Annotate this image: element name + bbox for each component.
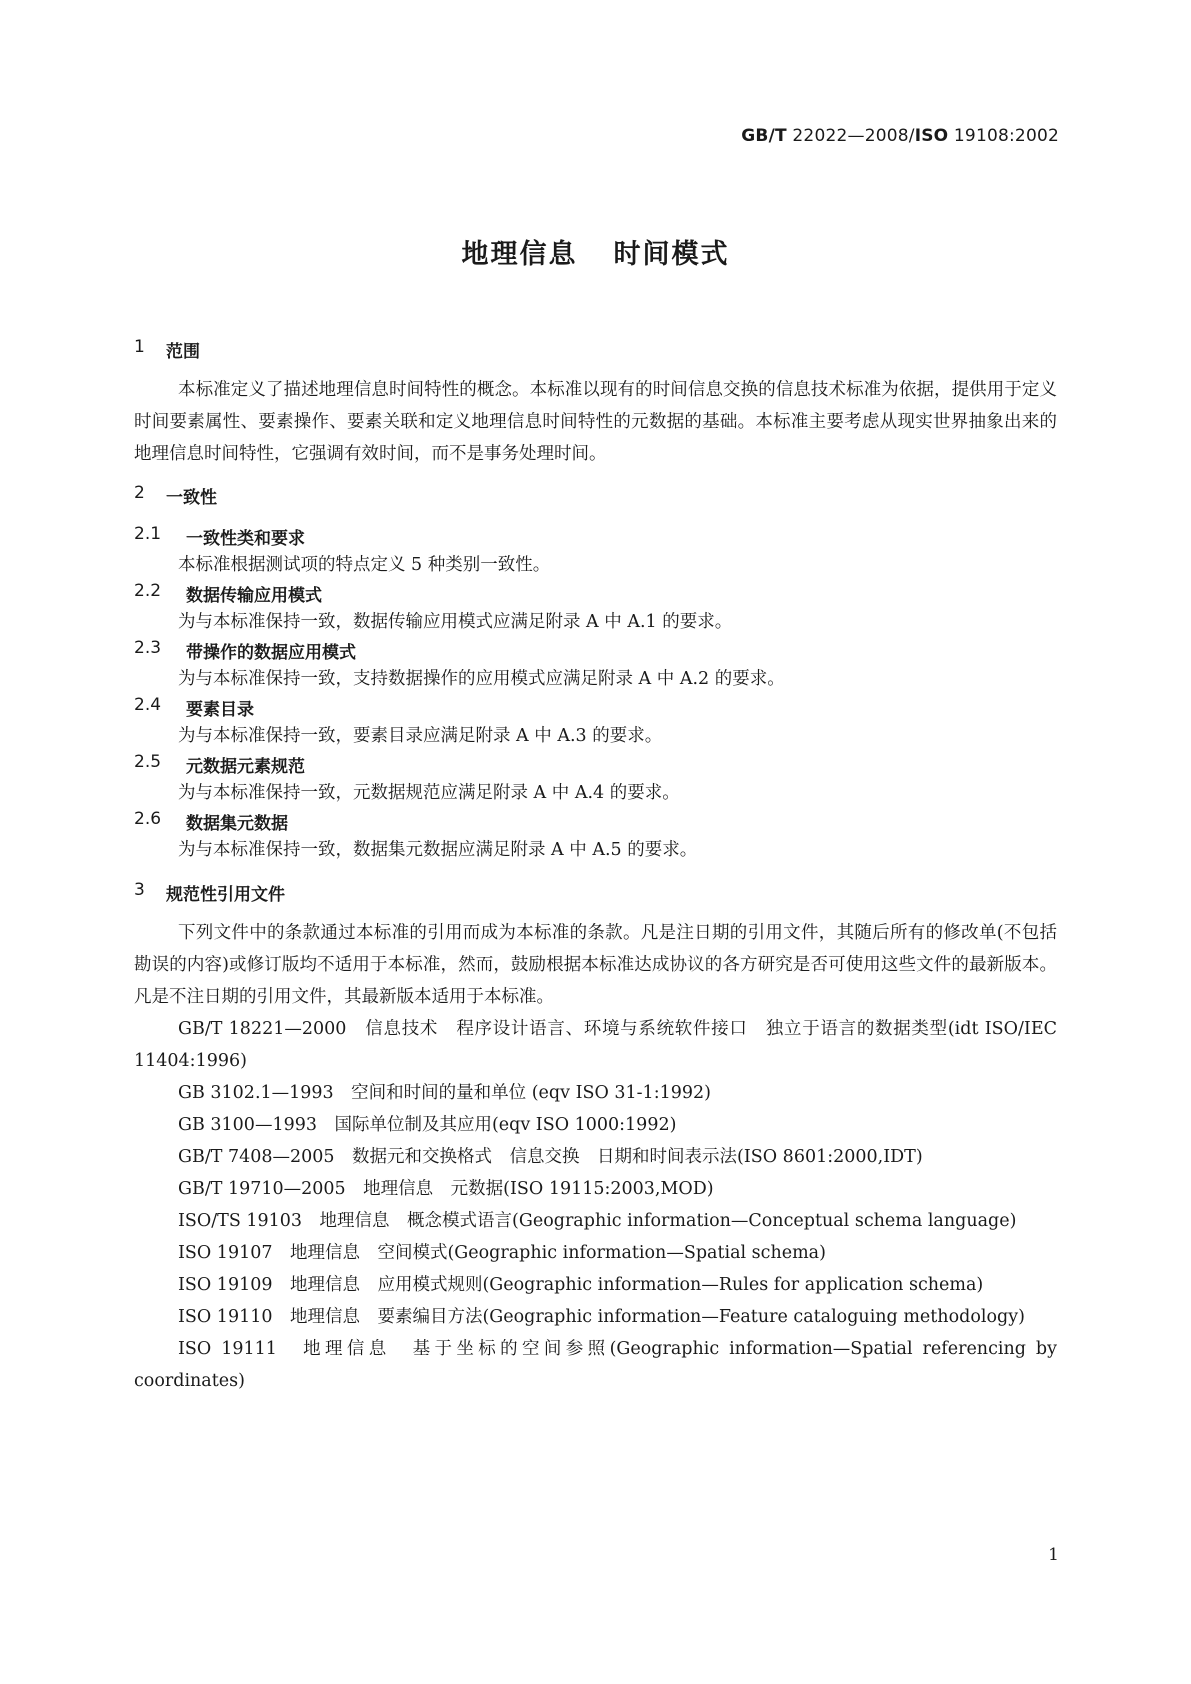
reference-list (134, 1013, 1057, 1397)
standard-code: GB/T 22022—2008/ISO 19108:2002 (741, 126, 1059, 146)
reference-item: GB/T 19710—2005 地理信息 元数据(ISO 19115:2003,MOD) (178, 1179, 714, 1199)
reference-item: GB/T 7408—2005 数据元和交换格式 信息交换 日期和时间表示法(ISO 8601:2000,IDT) (178, 1147, 923, 1167)
subsection-heading: 2.5 元数据元素规范 (134, 752, 305, 777)
page-title (0, 232, 1191, 271)
subsection-text: 本标准根据测试项的特点定义 5 种类别一致性。 (178, 555, 551, 575)
page-number: 1 (1048, 1545, 1059, 1565)
subsection-text: 为与本标准保持一致，数据传输应用模式应满足附录 A 中 A.1 的要求。 (178, 612, 733, 632)
reference-item: ISO 19111 地理信息 基于坐标的空间参照(Geographic information—Spatial referencing by coordinates) (134, 1339, 1057, 1391)
section-heading: 1 范围 (134, 337, 200, 362)
subsection-heading: 2.6 数据集元数据 (134, 809, 288, 834)
reference-item: ISO 19110 地理信息 要素编目方法(Geographic information—Feature cataloguing methodology) (178, 1307, 1025, 1327)
scope-paragraph: 本标准定义了描述地理信息时间特性的概念。本标准以现有的时间信息交换的信息技术标准为依据，提供用于定义时间要素属性、要素操作、要素关联和定义地理信息时间特性的元数据的基础。本标准主要考虑从现实世界抽象出来的地理信息时间特性，它强调有效时间，而不是事务处理时间。 (134, 380, 1057, 464)
conformance-list (134, 524, 1057, 866)
subsection-heading: 2.4 要素目录 (134, 695, 254, 720)
section-heading: 3 规范性引用文件 (134, 880, 285, 905)
subsection-heading: 2.3 带操作的数据应用模式 (134, 638, 356, 663)
subsection-text: 为与本标准保持一致，元数据规范应满足附录 A 中 A.4 的要求。 (178, 783, 680, 803)
subsection-text: 为与本标准保持一致，要素目录应满足附录 A 中 A.3 的要求。 (178, 726, 663, 746)
reference-item: GB 3102.1—1993 空间和时间的量和单位 (eqv ISO 31-1:1992) (178, 1083, 711, 1103)
document-body (134, 337, 1057, 1397)
references-intro: 下列文件中的条款通过本标准的引用而成为本标准的条款。凡是注日期的引用文件，其随后所有的修改单(不包括勘误的内容)或修订版均不适用于本标准，然而，鼓励根据本标准达成协议的各方研究是否可使用这些文件的最新版本。凡是不注日期的引用文件，其最新版本适用于本标准。 (134, 923, 1057, 1007)
subsection-text: 为与本标准保持一致，支持数据操作的应用模式应满足附录 A 中 A.2 的要求。 (178, 669, 785, 689)
reference-item: ISO/TS 19103 地理信息 概念模式语言(Geographic information—Conceptual schema language) (178, 1211, 1017, 1231)
reference-item: GB/T 18221—2000 信息技术 程序设计语言、环境与系统软件接口 独立于语言的数据类型(idt ISO/IEC 11404:1996) (134, 1019, 1057, 1071)
title-part-1: 地理信息 (461, 239, 578, 270)
reference-item: ISO 19107 地理信息 空间模式(Geographic information—Spatial schema) (178, 1243, 826, 1263)
subsection-text: 为与本标准保持一致，数据集元数据应满足附录 A 中 A.5 的要求。 (178, 840, 698, 860)
title-part-2: 时间模式 (613, 239, 730, 270)
subsection-heading: 2.2 数据传输应用模式 (134, 581, 322, 606)
reference-item: ISO 19109 地理信息 应用模式规则(Geographic information—Rules for application schema) (178, 1275, 984, 1295)
section-heading: 2 一致性 (134, 483, 217, 508)
reference-item: GB 3100—1993 国际单位制及其应用(eqv ISO 1000:1992) (178, 1115, 677, 1135)
subsection-heading: 2.1 一致性类和要求 (134, 524, 305, 549)
